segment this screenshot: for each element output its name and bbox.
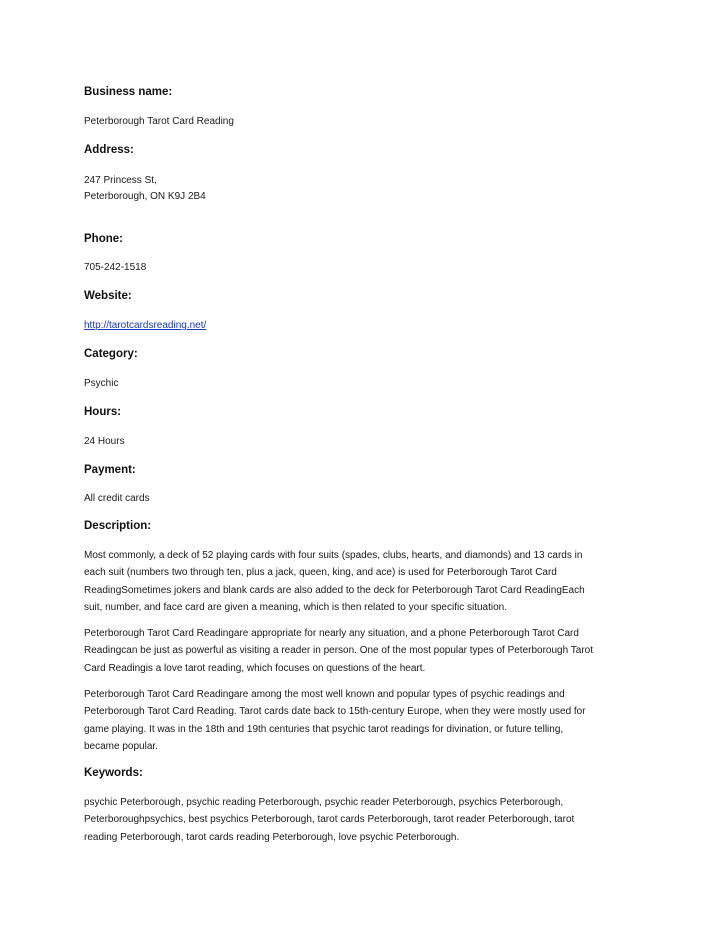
paragraph-line: game playing. It was in the 18th and 19th centuries that psychic tarot readings for divination, or future telling, (84, 723, 564, 735)
business-name-value: Peterborough Tarot Card Reading (84, 116, 234, 127)
hours-value: 24 Hours (84, 436, 125, 447)
paragraph-line: each suit (numbers two through ten, plus a jack, queen, king, and ace) is used for Peterborough Tarot Card (84, 567, 557, 579)
category-heading: Category: (84, 348, 138, 360)
paragraph-line: Peterborough Tarot Card Readingare appropriate for nearly any situation, and a phone Peterborough Tarot Card (84, 628, 579, 639)
category-value: Psychic (84, 378, 119, 389)
phone-heading: Phone: (84, 233, 123, 245)
address-line-2: Peterborough, ON K9J 2B4 (84, 191, 206, 202)
website-heading: Website: (84, 290, 132, 302)
description-paragraph-2 (84, 625, 640, 677)
description-paragraph-3 (84, 686, 640, 755)
description-paragraph-1 (84, 547, 640, 616)
website-link[interactable]: http://tarotcardsreading.net/ (84, 320, 207, 331)
keywords-line: psychic Peterborough, psychic reading Peterborough, psychic reader Peterborough, psychics Peterborough, (84, 797, 564, 808)
keywords-value (84, 794, 640, 846)
phone-value: 705-242-1518 (84, 262, 147, 273)
paragraph-line: Peterborough Tarot Card Readingare among the most well known and popular types of psychic readings and (84, 689, 565, 700)
paragraph-line: ReadingSometimes jokers and blank cards are also added to the deck for Peterborough Tarot Card ReadingEach (84, 584, 585, 596)
address-heading: Address: (84, 144, 134, 156)
paragraph-line: became popular. (84, 740, 158, 752)
payment-value: All credit cards (84, 493, 150, 504)
paragraph-line: suit, number, and face card are given a meaning, which is then related to your specific situation. (84, 601, 508, 613)
paragraph-line: Readingcan be just as powerful as visiting a reader in person. One of the most popular types of Peterborough Tarot (84, 645, 594, 657)
keywords-line: reading Peterborough, tarot cards reading Peterborough, love psychic Peterborough. (84, 831, 460, 843)
paragraph-line: Card Readingis a love tarot reading, which focuses on questions of the heart. (84, 662, 426, 674)
hours-heading: Hours: (84, 406, 122, 418)
keywords-heading: Keywords: (84, 767, 143, 779)
business-name-heading: Business name: (84, 86, 173, 98)
paragraph-line: Most commonly, a deck of 52 playing cards with four suits (spades, clubs, hearts, and diamonds) and 13 cards in (84, 550, 583, 561)
description-heading: Description: (84, 520, 152, 532)
website-link-wrapper (84, 320, 206, 331)
keywords-line: Peterboroughpsychics, best psychics Peterborough, tarot cards Peterborough, tarot reader Peterborough, tarot (84, 814, 575, 826)
address-value (84, 173, 206, 205)
payment-heading: Payment: (84, 464, 136, 476)
address-line-1: 247 Princess St, (84, 175, 157, 186)
paragraph-line: Peterborough Tarot Card Reading. Tarot cards date back to 15th-century Europe, when they were mostly used for (84, 706, 586, 718)
